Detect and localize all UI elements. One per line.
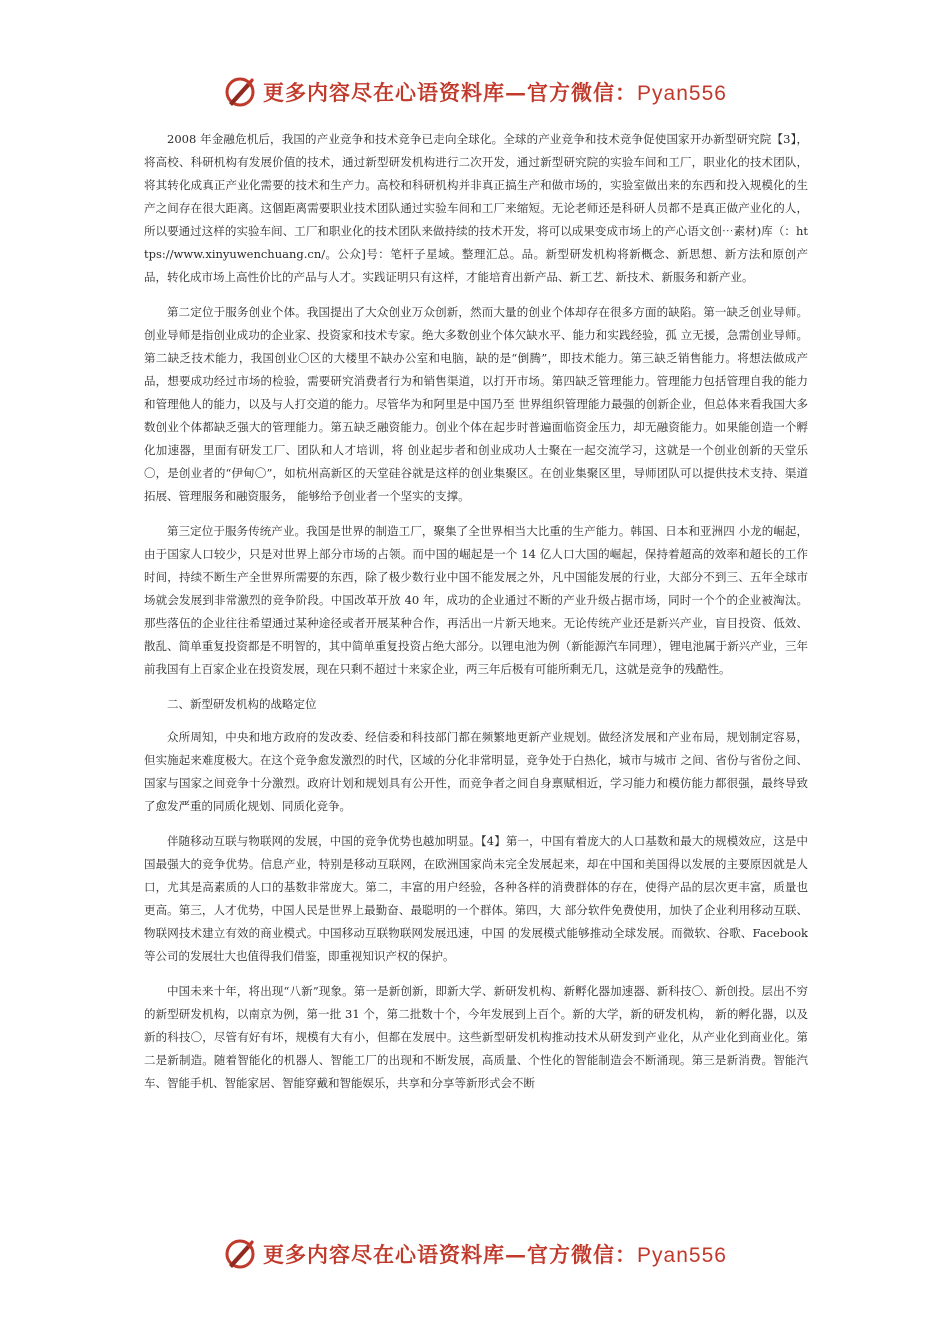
banner-text: 更多内容尽在心语资料库—官方微信：	[263, 80, 638, 105]
banner-brand: Pyan556	[637, 82, 727, 105]
paragraph-4: 众所周知，中央和地方政府的发改委、经信委和科技部门都在频繁地更新产业规划。做经济发展和产业布局，规划制定容易，但实施起来难度极大。在这个竞争愈发激烈的时代，区域的分化非常明显，竞争处于白热化，城市与城市 之间、省份与省份之间、国家与国家之间竞争十分激烈。政府计划和规划具有公开性，而竞争者之间自身禀赋相近，学习能力和模仿能力都很强，最终导致了愈发严重的同质化规划、同质化竞争。	[144, 730, 808, 813]
header-banner	[0, 72, 950, 112]
paragraph-6: 中国未来十年，将出现“八新”现象。第一是新创新，即新大学、新研发机构、新孵化器加速器、新科技〇、新创投。层出不穷的新型研发机构，以南京为例，第一批 31 个，第二批数十个，今年发展到上百个。新的大学，新的研发机构， 新的孵化器，以及新的科技〇，尽管有好有坏，规模有大有小，但都在发展中。这些新型研发机构推动技术从研发到产业化，从产业化到商业化。第二是新制造。随着智能化的机器人、智能工厂的出现和不断发展，高质量、个性化的智能制造会不断涌现。第三是新消费。智能汽车、智能手机、智能家居、智能穿戴和智能娱乐，共享和分享等新形式会不断	[144, 984, 808, 1090]
pen-circle-logo-icon	[223, 1237, 257, 1271]
pen-circle-logo-icon	[223, 75, 257, 109]
paragraph-5: 伴随移动互联与物联网的发展，中国的竞争优势也越加明显。【4】第一，中国有着庞大的人口基数和最大的规模效应，这是中国最强大的竞争优势。信息产业，特别是移动互联网，在欧洲国家尚未完全发展起来，却在中国和美国得以发展的主要原因就是人口，尤其是高素质的人口的基数非常庞大。第二，丰富的用户经验，各种各样的消费群体的存在，使得产品的层次更丰富，质量也更高。第三，人才优势，中国人民是世界上最勤奋、最聪明的一个群体。第四，大 部分软件免费使用，加快了企业利用移动互联、物联网技术建立有效的商业模式。中国移动互联物联网发展迅速，中国 的发展模式能够推动全球发展。而微软、谷歌、Facebook 等公司的发展壮大也值得我们借鉴，即重视知识产权的保护。	[144, 834, 808, 963]
banner-brand: Pyan556	[637, 1244, 727, 1267]
banner-title	[263, 77, 727, 107]
document-body	[144, 128, 808, 1107]
paragraph-1: 2008 年金融危机后，我国的产业竞争和技术竞争已走向全球化。全球的产业竞争和技术竞争促使国家开办新型研究院【3】，将高校、科研机构有发展价值的技术，通过新型研发机构进行二次开发，通过新型研究院的实验车间和工厂，职业化的技术团队，将其转化成真正产业化需要的技术和生产力。高校和科研机构并非真正搞生产和做市场的，实验室做出来的东西和投入规模化的生产之间存在很大距离。这個距离需要职业技术团队通过实验车间和工厂来缩短。无论老师还是科研人员都不是真正做产业化的人，所以要通过这样的实验车间、工厂和职业化的技术团队来做持续的技术开发，将可以成果变成市场上的产心语文创⋯素材)库（：https://www.xinyuwenchuang.cn/。公众]号：笔杆子星域。整理汇总。品。新型研发机构将新概念、新思想、新方法和原创产品，转化成市场上高性价比的产品与人才。实践证明只有这样，才能培育出新产品、新工艺、新技术、新服务和新产业。	[144, 132, 808, 284]
paragraph-3: 第三定位于服务传统产业。我国是世界的制造工厂，聚集了全世界相当大比重的生产能力。韩国、日本和亚洲四 小龙的崛起，由于国家人口较少，只是对世界上部分市场的占领。而中国的崛起是一个 14 亿人口大国的崛起，保持着超高的效率和超长的工作时间，持续不断生产全世界所需要的东西，除了极少数行业中国不能发展之外，凡中国能发展的行业，大部分不到三、五年全球市场就会发展到非常激烈的竞争阶段。中国改革开放 40 年，成功的企业通过不断的产业升级占据市场，同时一个个的企业被淘汰。那些落伍的企业往往希望通过某种途径或者开展某种合作，再活出一片新天地来。无论传统产业还是新兴产业，盲目投资、低效、散乱、简单重复投资都是不明智的，其中简单重复投资占绝大部分。以锂电池为例（新能源汽车同理），锂电池属于新兴产业，三年前我国有上百家企业在投资发展，现在只剩不超过十来家企业，两三年后极有可能所剩无几，这就是竞争的残酷性。	[144, 524, 808, 676]
banner-text: 更多内容尽在心语资料库—官方微信：	[263, 1242, 638, 1267]
paragraph-2: 第二定位于服务创业个体。我国提出了大众创业万众创新，然而大量的创业个体却存在很多方面的缺陷。第一缺乏创业导师。创业导师是指创业成功的企业家、投资家和技术专家。绝大多数创业个体欠缺水平、能力和实践经验，孤 立无援，急需创业导师。第二缺乏技术能力，我国创业〇区的大楼里不缺办公室和电脑，缺的是“倒腾”，即技术能力。第三缺乏销售能力。将想法做成产品，想要成功经过市场的检验，需要研究消费者行为和销售渠道，以打开市场。第四缺乏管理能力。管理能力包括管理自我的能力和管理他人的能力，以及与人打交道的能力。尽管华为和阿里是中国乃至 世界组织管理能力最强的创新企业，但总体来看我国大多数创业个体都缺乏强大的管理能力。第五缺乏融资能力。创业个体在起步时普遍面临资金压力，却无融资能力。如果能创造一个孵化加速器，里面有研发工厂、团队和人才培训，将 创业起步者和创业成功人士聚在一起交流学习，这就是一个创业创新的天堂乐〇，是创业者的“伊甸〇”，如杭州高新区的天堂硅谷就是这样的创业集聚区。在创业集聚区里，导师团队可以提供技术支持、渠道拓展、管理服务和融资服务， 能够给予创业者一个坚实的支撑。	[144, 305, 808, 503]
footer-banner	[0, 1234, 950, 1274]
section-heading: 二、新型研发机构的战略定位	[167, 697, 317, 711]
banner-title	[263, 1239, 727, 1269]
